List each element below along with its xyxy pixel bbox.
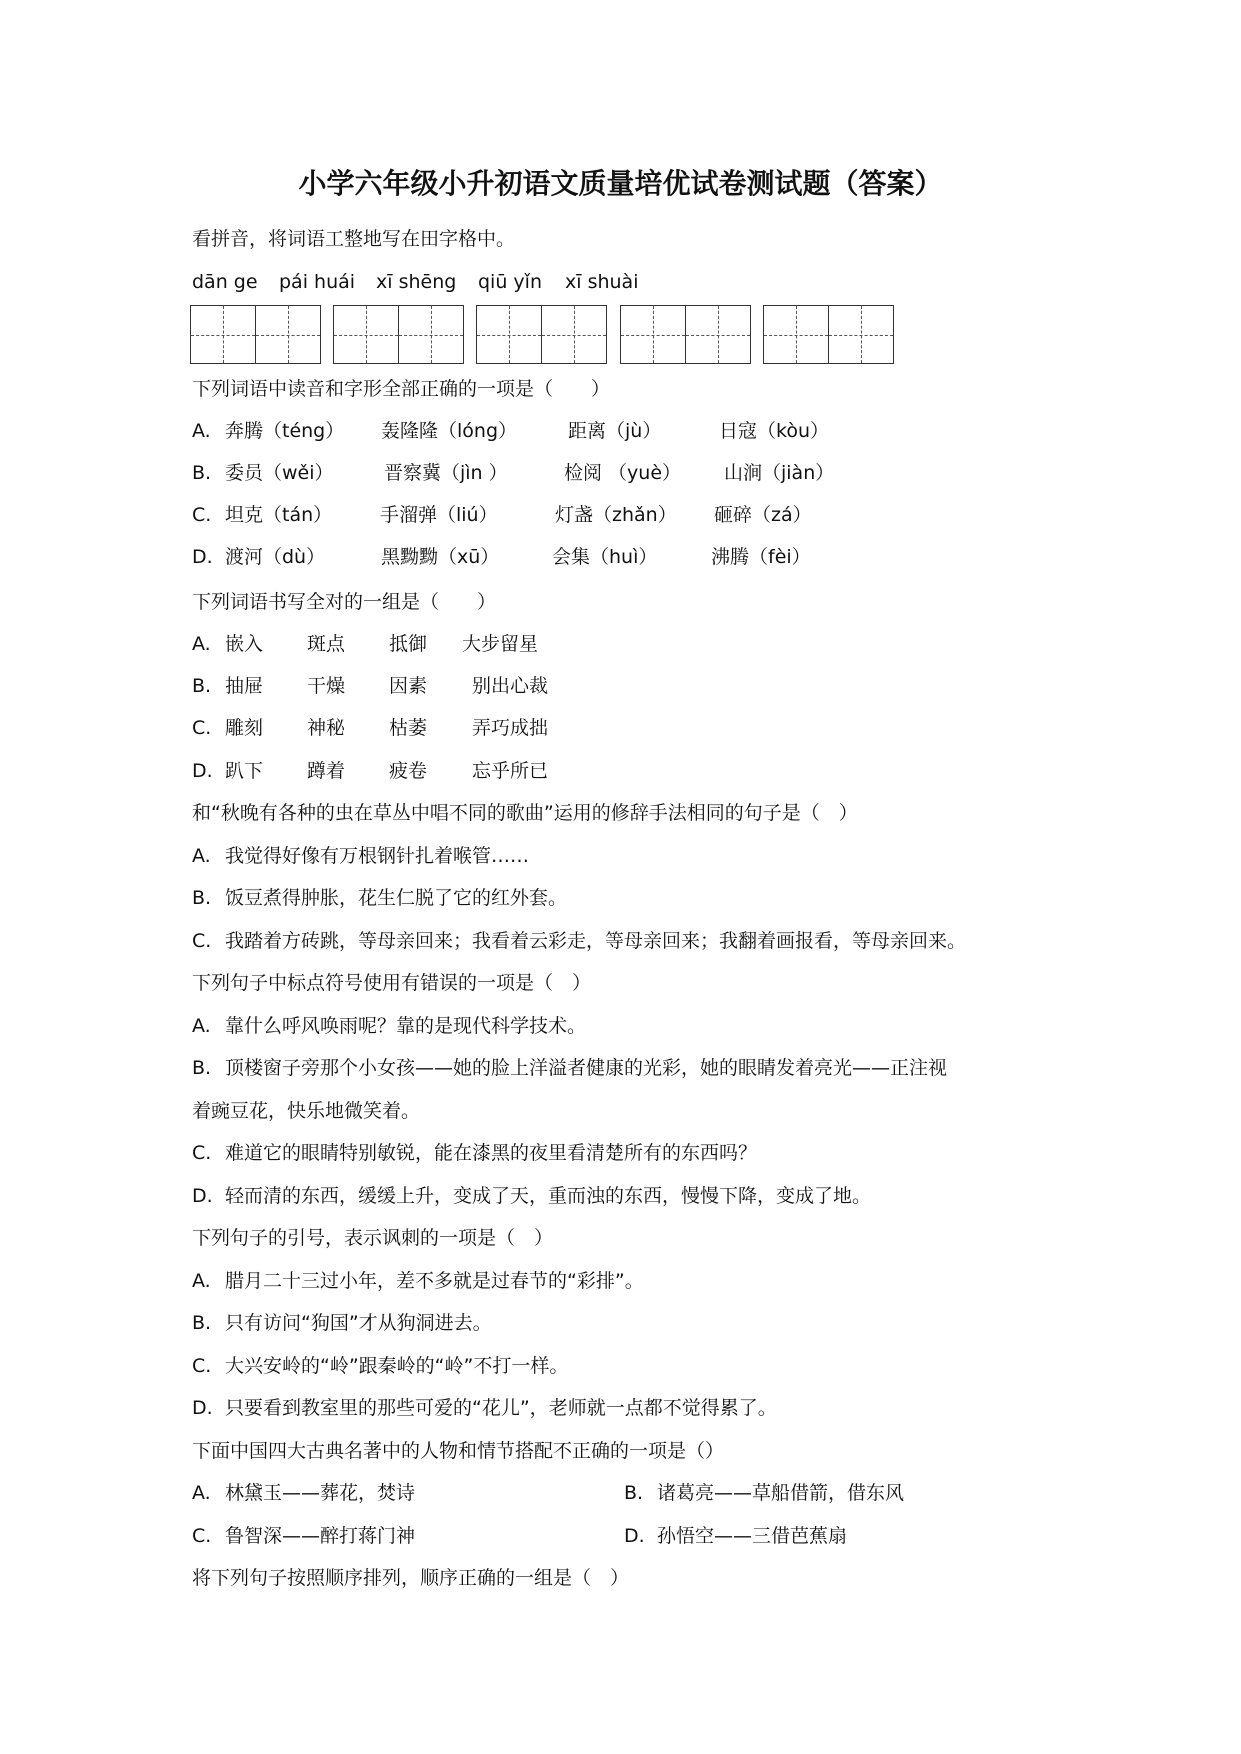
option-item: 渡河（dù） bbox=[225, 546, 326, 568]
option-item: 干燥 bbox=[307, 675, 346, 697]
pinyin: xī shuài bbox=[565, 271, 639, 293]
option-item: 会集（huì） bbox=[552, 546, 658, 568]
option-text: 诸葛亮——草船借箭，借东风 bbox=[657, 1482, 905, 1504]
option-label: D. bbox=[192, 546, 213, 568]
option-item: 斑点 bbox=[307, 633, 346, 655]
option-label: B. bbox=[192, 887, 212, 909]
tianzige-box[interactable] bbox=[476, 305, 607, 364]
option-label: D. bbox=[624, 1525, 645, 1547]
q3-stem: 下列词语书写全对的一组是（ ） bbox=[192, 591, 497, 613]
option-row bbox=[192, 452, 1092, 494]
option-item: 坦克（tán） bbox=[225, 504, 333, 526]
option-text: 顶楼窗子旁那个小女孩——她的脸上洋溢者健康的光彩，她的眼睛发着亮光——正注视 bbox=[225, 1057, 948, 1079]
option-text: 孙悟空——三借芭蕉扇 bbox=[657, 1525, 848, 1547]
option-item: 忘乎所已 bbox=[472, 760, 549, 782]
tianzige-box[interactable] bbox=[333, 305, 464, 364]
tianzige-box[interactable] bbox=[763, 305, 894, 364]
q5-stem: 下列句子中标点符号使用有错误的一项是（ ） bbox=[192, 972, 592, 994]
option-label: C. bbox=[192, 930, 212, 952]
option-text: 我踏着方砖跳，等母亲回来；我看着云彩走，等母亲回来；我翻着画报看，等母亲回来。 bbox=[225, 930, 967, 952]
option-item: 蹲着 bbox=[307, 760, 346, 782]
option-text: 只有访问“狗国”才从狗洞进去。 bbox=[225, 1312, 492, 1334]
option-label: B. bbox=[192, 675, 212, 697]
option-item: 砸碎（zá） bbox=[714, 504, 812, 526]
option-label: B. bbox=[624, 1482, 644, 1504]
option-label: C. bbox=[192, 717, 212, 739]
option-item: 距离（jù） bbox=[568, 420, 662, 442]
option-item: 山涧（jiàn） bbox=[724, 462, 835, 484]
option-text: 我觉得好像有万根钢针扎着喉管…… bbox=[225, 845, 530, 867]
q1-stem: 看拼音，将词语工整地写在田字格中。 bbox=[192, 228, 516, 250]
option-label: C. bbox=[192, 504, 212, 526]
option-item: 抽屉 bbox=[225, 675, 264, 697]
option-row bbox=[192, 494, 1092, 536]
page-title: 小学六年级小升初语文质量培优试卷测试题（答案） bbox=[298, 167, 943, 200]
option-item: 检阅 （yuè） bbox=[564, 462, 682, 484]
option-item: 轰隆隆（lóng） bbox=[381, 420, 518, 442]
option-text: 难道它的眼睛特别敏锐，能在漆黑的夜里看清楚所有的东西吗？ bbox=[225, 1142, 758, 1164]
option-text-continued: 着豌豆花，快乐地微笑着。 bbox=[192, 1100, 421, 1122]
option-item: 手溜弹（liú） bbox=[380, 504, 498, 526]
option-label: D. bbox=[192, 760, 213, 782]
option-item: 趴下 bbox=[225, 760, 264, 782]
q8-stem: 将下列句子按照顺序排列，顺序正确的一组是（ ） bbox=[192, 1567, 630, 1589]
pinyin: pái huái bbox=[279, 271, 356, 293]
option-item: 晋察冀（jìn ） bbox=[384, 462, 508, 484]
option-item: 奔腾（téng） bbox=[225, 420, 345, 442]
pinyin: dān ge bbox=[192, 271, 258, 293]
q4-stem: 和“秋晚有各种的虫在草丛中唱不同的歌曲”运用的修辞手法相同的句子是（ ） bbox=[192, 802, 858, 824]
option-text: 只要看到教室里的那些可爱的“花儿”，老师就一点都不觉得累了。 bbox=[225, 1397, 777, 1419]
option-text: 轻而清的东西，缓缓上升，变成了天，重而浊的东西，慢慢下降，变成了地。 bbox=[225, 1185, 872, 1207]
option-row bbox=[192, 750, 792, 792]
option-label: B. bbox=[192, 1057, 212, 1079]
option-item: 嵌入 bbox=[225, 633, 264, 655]
option-text: 靠什么呼风唤雨呢？靠的是现代科学技术。 bbox=[225, 1015, 587, 1037]
option-item: 委员（wěi） bbox=[225, 462, 334, 484]
option-item: 黑黝黝（xū） bbox=[381, 546, 500, 568]
option-item: 枯萎 bbox=[389, 717, 428, 739]
option-label: A. bbox=[192, 1482, 211, 1504]
option-item: 日寇（kòu） bbox=[719, 420, 829, 442]
option-label: A. bbox=[192, 1015, 211, 1037]
option-item: 沸腾（fèi） bbox=[711, 546, 811, 568]
option-row bbox=[192, 665, 792, 707]
option-item: 弄巧成拙 bbox=[472, 717, 549, 739]
option-text: 饭豆煮得肿胀，花生仁脱了它的红外套。 bbox=[225, 887, 568, 909]
option-label: D. bbox=[192, 1397, 213, 1419]
tianzige-box[interactable] bbox=[620, 305, 751, 364]
tianzige-box[interactable] bbox=[190, 305, 321, 364]
option-row bbox=[192, 623, 792, 665]
q7-stem: 下面中国四大古典名著中的人物和情节搭配不正确的一项是（） bbox=[192, 1440, 725, 1462]
q6-stem: 下列句子的引号，表示讽刺的一项是（ ） bbox=[192, 1227, 554, 1249]
option-label: B. bbox=[192, 462, 212, 484]
option-text: 大兴安岭的“岭”跟秦岭的“岭”不打一样。 bbox=[225, 1355, 569, 1377]
option-text: 鲁智深——醉打蒋门神 bbox=[225, 1525, 416, 1547]
option-row bbox=[192, 536, 1092, 578]
option-label: C. bbox=[192, 1142, 212, 1164]
option-label: A. bbox=[192, 420, 211, 442]
option-text: 林黛玉——葬花，焚诗 bbox=[225, 1482, 416, 1504]
option-item: 因素 bbox=[389, 675, 428, 697]
option-item: 抵御 bbox=[389, 633, 428, 655]
option-item: 神秘 bbox=[307, 717, 346, 739]
pinyin: qiū yǐn bbox=[478, 271, 542, 293]
option-label: B. bbox=[192, 1312, 212, 1334]
option-label: A. bbox=[192, 633, 211, 655]
option-label: C. bbox=[192, 1525, 212, 1547]
option-label: A. bbox=[192, 845, 211, 867]
option-item: 疲卷 bbox=[389, 760, 428, 782]
option-row bbox=[192, 410, 1092, 452]
pinyin: xī shēng bbox=[376, 271, 457, 293]
option-label: D. bbox=[192, 1185, 213, 1207]
option-row bbox=[192, 707, 792, 749]
option-item: 雕刻 bbox=[225, 717, 264, 739]
option-item: 大步留星 bbox=[462, 633, 539, 655]
option-item: 别出心裁 bbox=[472, 675, 549, 697]
q2-stem: 下列词语中读音和字形全部正确的一项是（ ） bbox=[192, 378, 611, 400]
option-label: A. bbox=[192, 1270, 211, 1292]
option-item: 灯盏（zhǎn） bbox=[555, 504, 677, 526]
option-label: C. bbox=[192, 1355, 212, 1377]
option-text: 腊月二十三过小年，差不多就是过春节的“彩排”。 bbox=[225, 1270, 644, 1292]
